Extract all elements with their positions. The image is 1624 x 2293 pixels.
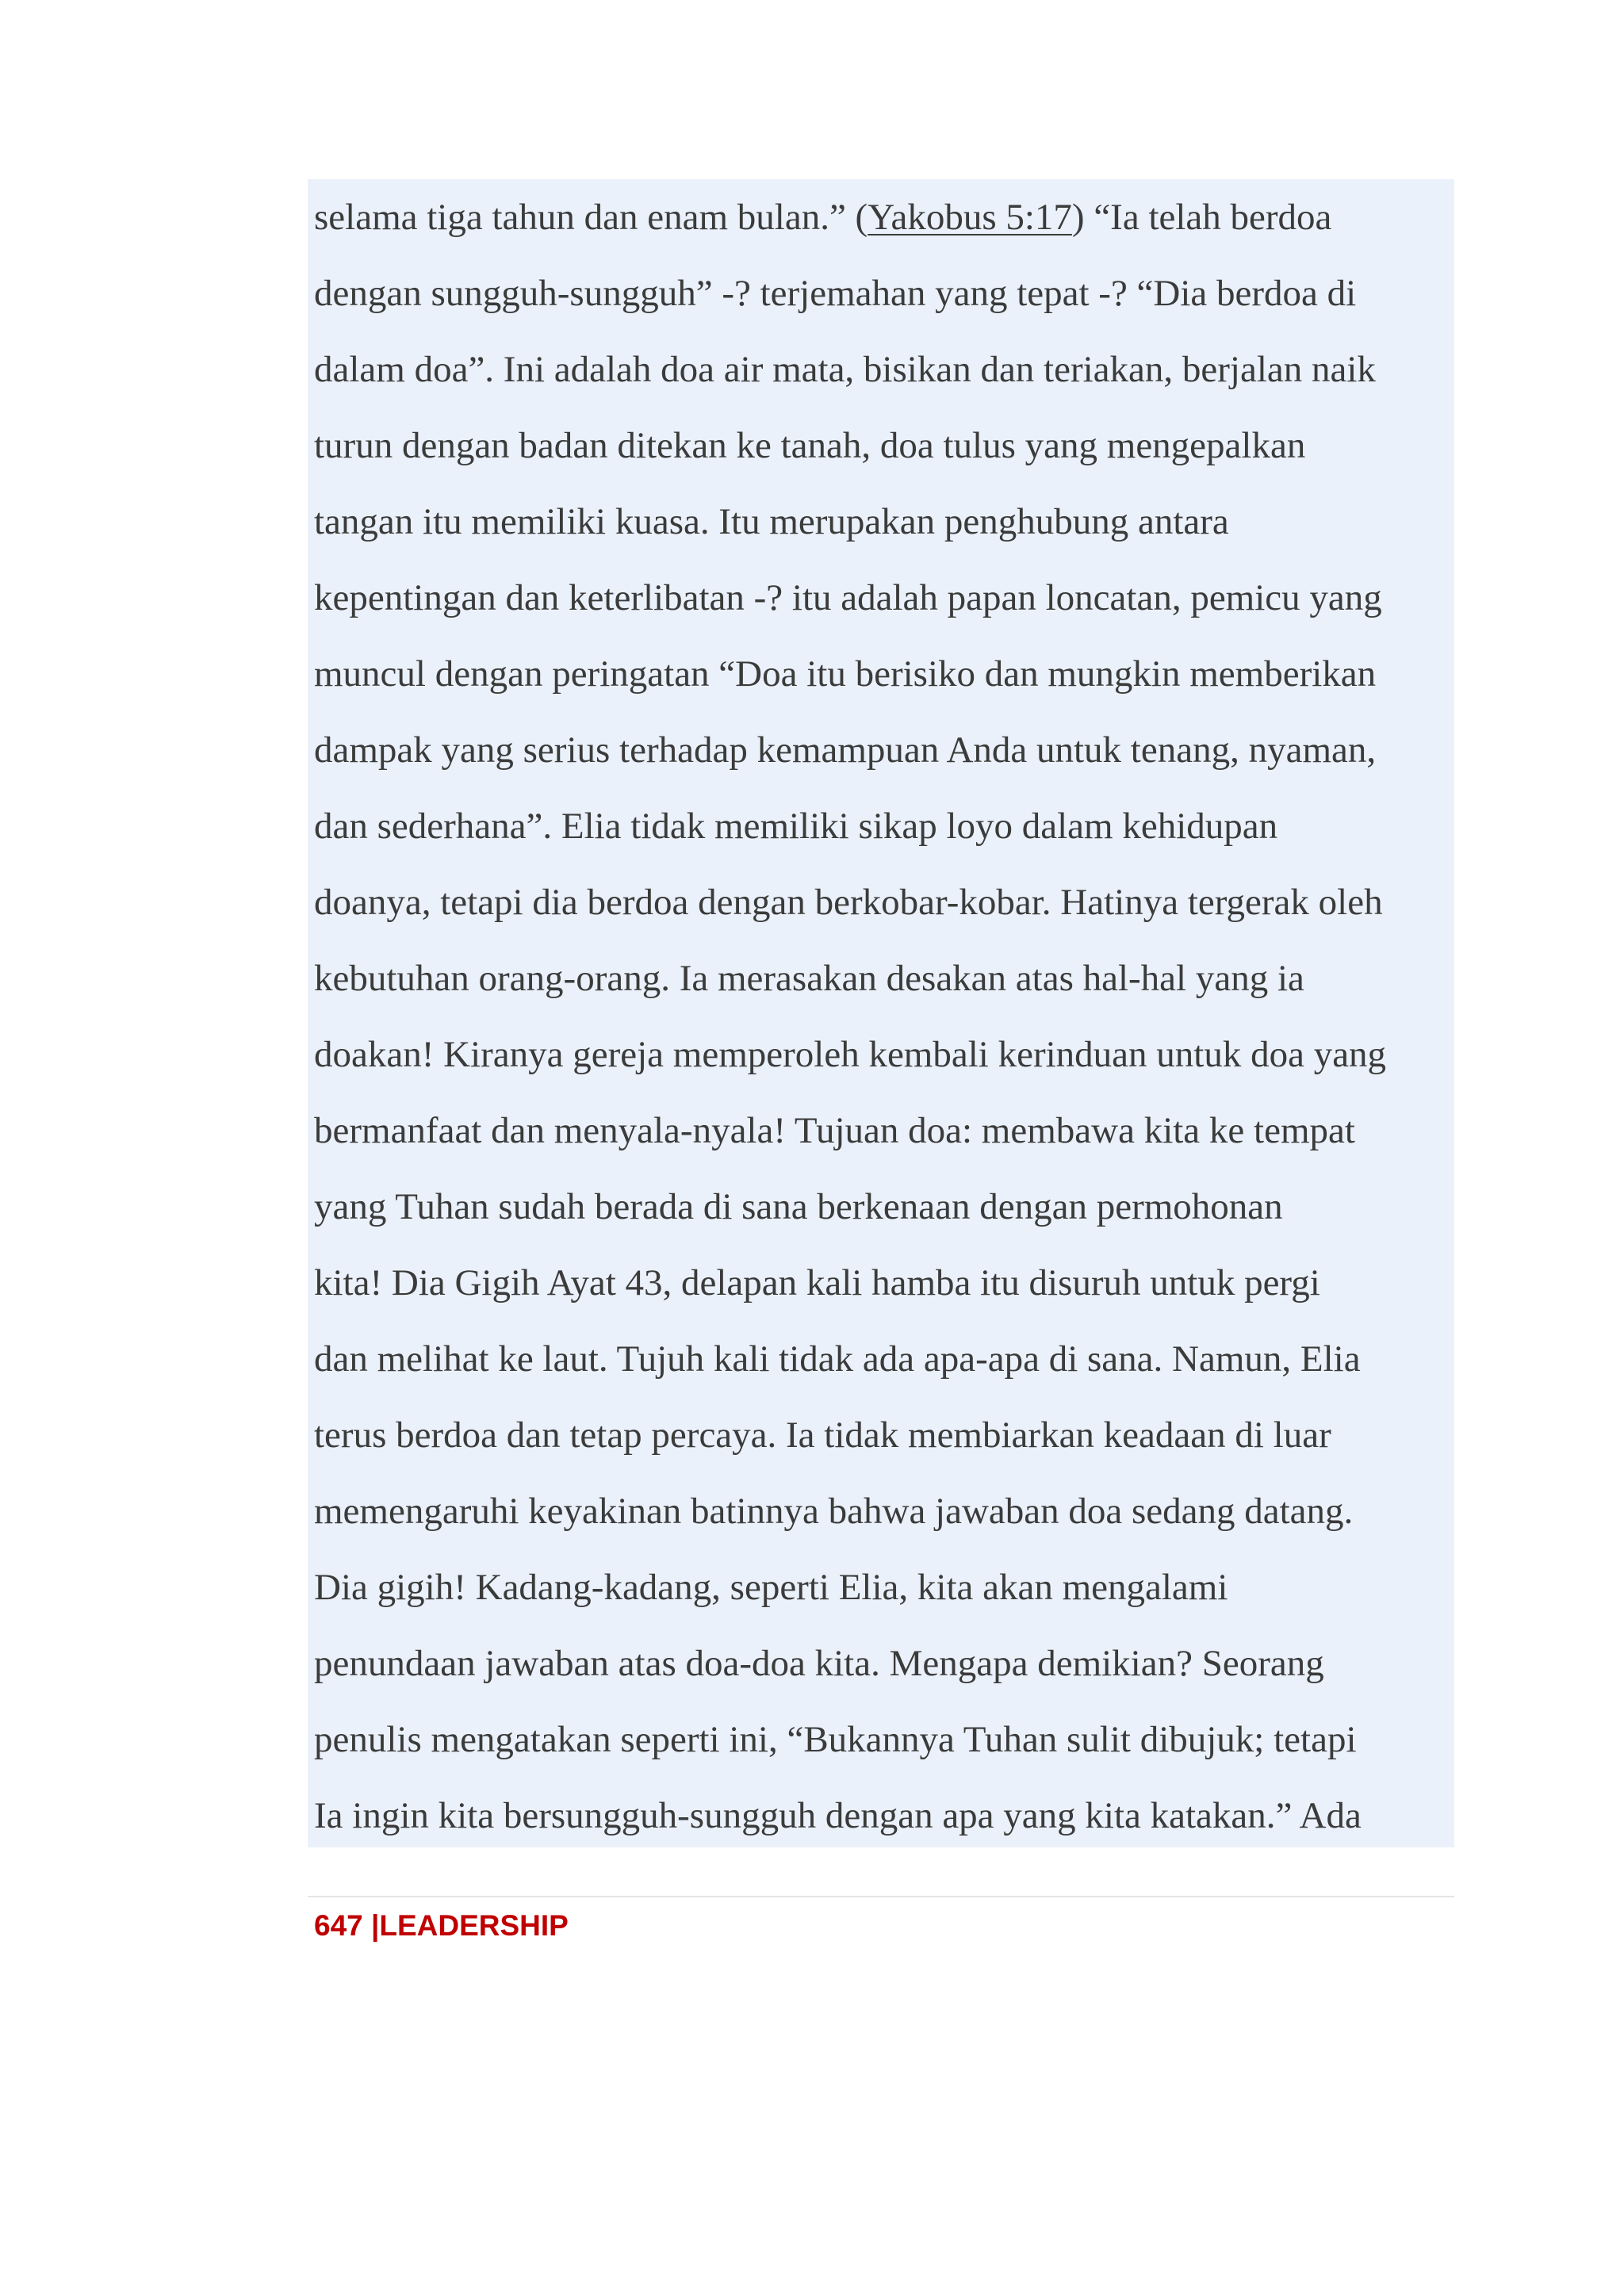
text-line-21: penulis mengatakan seperti ini, “Bukannya Tuhan sulit dibujuk; tetapi bbox=[314, 1719, 1357, 1760]
footer-divider bbox=[308, 1896, 1454, 1897]
text-line-8: dampak yang serius terhadap kemampuan Anda untuk tenang, nyaman, bbox=[314, 729, 1377, 771]
text-line-7: muncul dengan peringatan “Doa itu berisiko dan mungkin memberikan bbox=[314, 653, 1377, 695]
highlighted-text-block bbox=[308, 179, 1454, 1847]
text-line-10: doanya, tetapi dia berdoa dengan berkobar-kobar. Hatinya tergerak oleh bbox=[314, 882, 1383, 923]
text-line-12: doakan! Kiranya gereja memperoleh kembali kerinduan untuk doa yang bbox=[314, 1034, 1387, 1075]
text-line-9: dan sederhana”. Elia tidak memiliki sikap loyo dalam kehidupan bbox=[314, 806, 1278, 847]
text-line-3: dalam doa”. Ini adalah doa air mata, bisikan dan teriakan, berjalan naik bbox=[314, 349, 1376, 390]
text-line-14: yang Tuhan sudah berada di sana berkenaan dengan permohonan bbox=[314, 1186, 1283, 1227]
footer-separator: | bbox=[362, 1909, 380, 1942]
text-line-16: dan melihat ke laut. Tujuh kali tidak ada apa-apa di sana. Namun, Elia bbox=[314, 1338, 1361, 1380]
text-line-18: memengaruhi keyakinan batinnya bahwa jawaban doa sedang datang. bbox=[314, 1491, 1354, 1532]
text-line-5: tangan itu memiliki kuasa. Itu merupakan penghubung antara bbox=[314, 501, 1229, 542]
text-line-13: bermanfaat dan menyala-nyala! Tujuan doa: membawa kita ke tempat bbox=[314, 1110, 1355, 1151]
footer-label: LEADERSHIP bbox=[379, 1909, 569, 1942]
text-line-19: Dia gigih! Kadang-kadang, seperti Elia, kita akan mengalami bbox=[314, 1567, 1228, 1608]
text-line-17: terus berdoa dan tetap percaya. Ia tidak membiarkan keadaan di luar bbox=[314, 1414, 1331, 1456]
text-line-11: kebutuhan orang-orang. Ia merasakan desakan atas hal-hal yang ia bbox=[314, 958, 1304, 999]
scripture-reference-link[interactable]: Yakobus 5:17 bbox=[868, 197, 1072, 238]
text-line-20: penundaan jawaban atas doa-doa kita. Mengapa demikian? Seorang bbox=[314, 1643, 1324, 1684]
text-segment: selama tiga tahun dan enam bulan.” ( bbox=[314, 197, 868, 238]
text-segment: ) “Ia telah berdoa bbox=[1071, 197, 1332, 238]
page-footer bbox=[314, 1902, 569, 1950]
page-number: 647 bbox=[314, 1909, 363, 1942]
text-line-15: kita! Dia Gigih Ayat 43, delapan kali hamba itu disuruh untuk pergi bbox=[314, 1262, 1320, 1303]
text-line-4: turun dengan badan ditekan ke tanah, doa tulus yang mengepalkan bbox=[314, 425, 1306, 466]
text-line-6: kepentingan dan keterlibatan -? itu adalah papan loncatan, pemicu yang bbox=[314, 577, 1382, 618]
text-line-2: dengan sungguh-sungguh” -? terjemahan yang tepat -? “Dia berdoa di bbox=[314, 273, 1357, 314]
text-line-22: Ia ingin kita bersungguh-sungguh dengan apa yang kita katakan.” Ada bbox=[314, 1795, 1362, 1836]
text-line-1 bbox=[314, 179, 1331, 255]
